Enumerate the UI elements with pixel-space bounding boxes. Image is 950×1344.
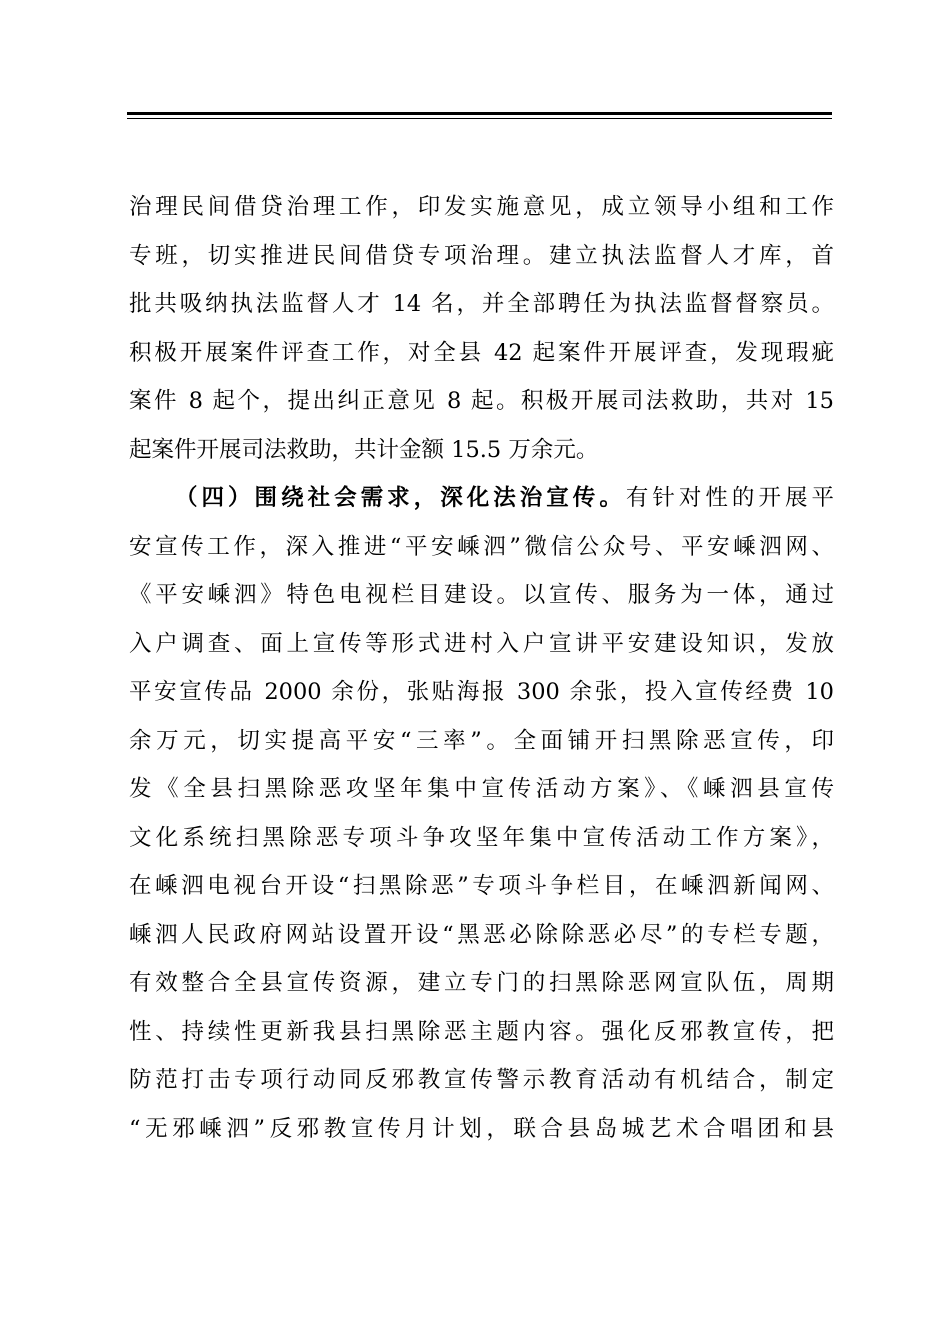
header-double-rule — [127, 112, 832, 120]
section-heading: （四）围绕社会需求，深化法治宣传。 — [175, 485, 626, 511]
text-line: 起案件开展司法救助，共计金额 15.5 万余元。 — [129, 436, 599, 463]
section-heading-rest: 有针对性的开展平 — [625, 485, 834, 511]
text-line: 安宣传工作，深入推进“平安嵊泗”微信公众号、平安嵊泗网、 — [129, 533, 834, 560]
text-line: 发《全县扫黑除恶攻坚年集中宣传活动方案》、《嵊泗县宣传 — [129, 776, 834, 802]
text-line: 嵊泗人民政府网站设置开设“黑恶必除除恶必尽”的专栏专题， — [129, 921, 834, 948]
text-line: 文化系统扫黑除恶专项斗争攻坚年集中宣传活动工作方案》， — [129, 824, 834, 851]
document-body — [129, 183, 834, 1153]
header-rule-thin — [127, 118, 832, 119]
text-line: 余万元，切实提高平安“三率”。全面铺开扫黑除恶宣传，印 — [129, 727, 834, 754]
section-heading-line — [129, 474, 834, 523]
text-line: “无邪嵊泗”反邪教宣传月计划，联合县岛城艺术合唱团和县 — [129, 1115, 834, 1142]
text-line: 积极开展案件评查工作，对全县 42 起案件开展评查，发现瑕疵 — [129, 339, 834, 366]
text-line: 批共吸纳执法监督人才 14 名，并全部聘任为执法监督督察员。 — [129, 291, 834, 317]
text-line: 案件 8 起个，提出纠正意见 8 起。积极开展司法救助，共对 15 — [129, 388, 834, 414]
text-line: 性、持续性更新我县扫黑除恶主题内容。强化反邪教宣传，把 — [129, 1018, 834, 1045]
text-line: 在嵊泗电视台开设“扫黑除恶”专项斗争栏目，在嵊泗新闻网、 — [129, 873, 834, 899]
text-line: 防范打击专项行动同反邪教宣传警示教育活动有机结合，制定 — [129, 1067, 834, 1093]
text-line: 有效整合全县宣传资源，建立专门的扫黑除恶网宣队伍，周期 — [129, 970, 834, 996]
text-line: 专班，切实推进民间借贷专项治理。建立执法监督人才库，首 — [129, 242, 834, 269]
text-line: 入户调查、面上宣传等形式进村入户宣讲平安建设知识，发放 — [129, 630, 834, 657]
text-line: 《平安嵊泗》特色电视栏目建设。以宣传、服务为一体，通过 — [129, 582, 834, 608]
header-rule-thick — [127, 112, 832, 115]
text-line: 治理民间借贷治理工作，印发实施意见，成立领导小组和工作 — [129, 194, 834, 220]
text-line: 平安宣传品 2000 余份，张贴海报 300 余张，投入宣传经费 10 — [129, 679, 834, 705]
